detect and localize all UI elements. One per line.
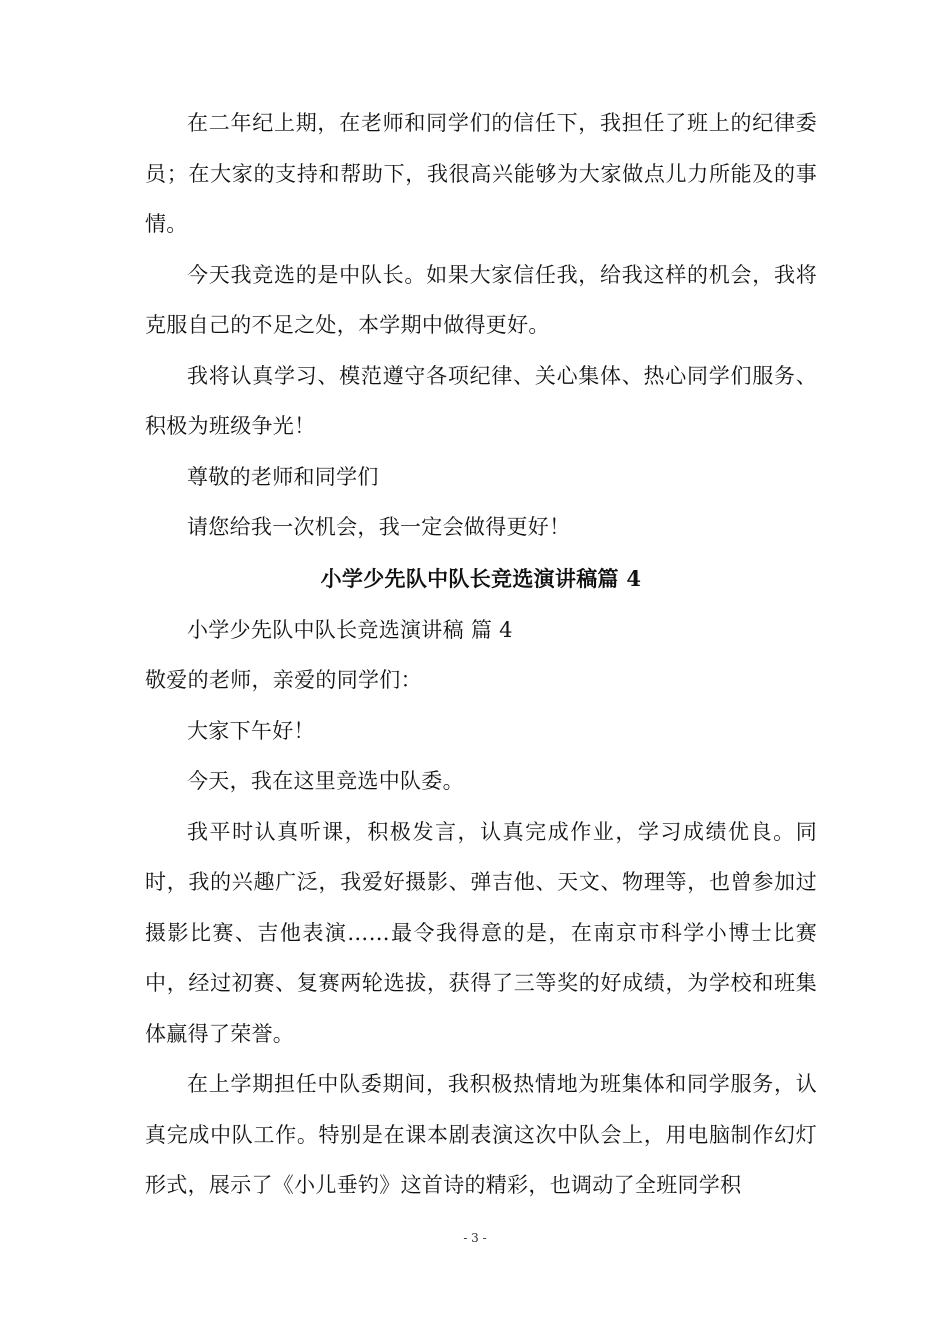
paragraph: 尊敬的老师和同学们 [187,464,379,489]
paragraph: 在上学期担任中队委期间，我积极热情地为班集体和同学服务，认真完成中队工作。特别是在课本剧表演这次中队会上，用电脑制作幻灯形式，展示了《小儿垂钓》这首诗的精彩，也调动了全班同学积 [145,1072,817,1197]
paragraph: 我平时认真听课，积极发言，认真完成作业，学习成绩优良。同时，我的兴趣广泛，我爱好摄影、弹吉他、天文、物理等，也曾参加过摄影比赛、吉他表演……最令我得意的是，在南京市科学小博士比赛中，经过初赛、复赛两轮选拔，获得了三等奖的好成绩，为学校和班集体赢得了荣誉。 [145,819,817,1046]
paragraph: 大家下午好！ [187,718,315,743]
page-number: - 3 - [463,1231,487,1245]
section-subtitle: 小学少先队中队长竞选演讲稿 篇 4 [187,617,513,642]
section-heading: 小学少先队中队长竞选演讲稿篇 4 [320,565,642,591]
paragraph: 请您给我一次机会，我一定会做得更好！ [187,515,571,539]
document-body [145,98,817,1211]
paragraph: 在二年纪上期，在老师和同学们的信任下，我担任了班上的纪律委员；在大家的支持和帮助下，我很高兴能够为大家做点儿力所能及的事情。 [145,111,817,236]
paragraph: 今天，我在这里竞选中队委。 [187,769,464,793]
paragraph: 今天我竞选的是中队长。如果大家信任我，给我这样的机会，我将克服自己的不足之处，本学期中做得更好。 [145,262,817,337]
greeting: 敬爱的老师，亲爱的同学们： [145,668,422,692]
paragraph: 我将认真学习、模范遵守各项纪律、关心集体、热心同学们服务、积极为班级争光！ [145,363,817,438]
